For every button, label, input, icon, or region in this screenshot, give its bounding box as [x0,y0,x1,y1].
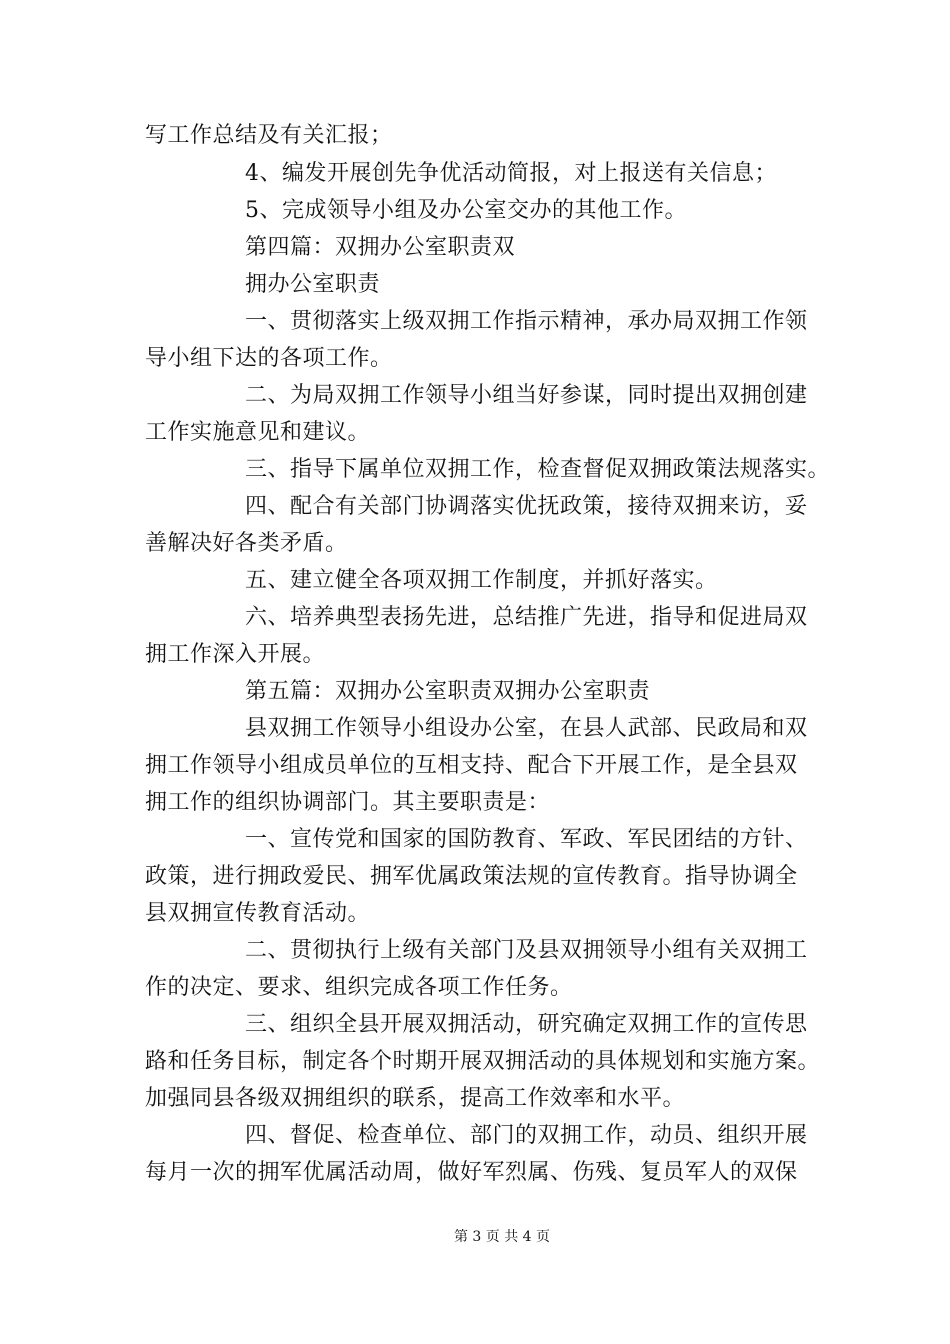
text-line: 4、编发开展创先争优活动简报，对上报送有关信息； [245,161,777,186]
text-line: 5、完成领导小组及办公室交办的其他工作。 [245,198,687,223]
text-line: 一、贯彻落实上级双拥工作指示精神，承办局双拥工作领 [245,309,808,334]
text-line: 工作实施意见和建议。 [145,420,371,445]
section-heading: 第五篇：双拥办公室职责双拥办公室职责 [245,679,651,704]
text-line: 善解决好各类矛盾。 [145,531,348,556]
text-line: 五、建立健全各项双拥工作制度，并抓好落实。 [245,568,718,593]
text-line: 三、组织全县开展双拥活动，研究确定双拥工作的宣传思 [245,1012,808,1037]
text-line: 拥工作领导小组成员单位的互相支持、配合下开展工作，是全县双 [145,753,798,778]
text-line: 拥工作的组织协调部门。其主要职责是： [145,790,551,815]
text-line: 四、督促、检查单位、部门的双拥工作，动员、组织开展 [245,1123,808,1148]
text-line: 写工作总结及有关汇报； [145,123,393,148]
text-line: 二、为局双拥工作领导小组当好参谋，同时提出双拥创建 [245,383,808,408]
text-line: 每月一次的拥军优属活动周，做好军烈属、伤残、复员军人的双保 [145,1160,798,1185]
text-line: 二、贯彻执行上级有关部门及县双拥领导小组有关双拥工 [245,938,808,963]
section-heading: 第四篇：双拥办公室职责双 [245,235,516,260]
page-number: 第 3 页 共 4 页 [453,1229,551,1245]
text-line: 政策，进行拥政爱民、拥军优属政策法规的宣传教育。指导协调全 [145,864,798,889]
text-line: 导小组下达的各项工作。 [145,346,393,371]
text-line: 四、配合有关部门协调落实优抚政策，接待双拥来访，妥 [245,494,808,519]
text-line: 六、培养典型表扬先进，总结推广先进，指导和促进局双 [245,605,808,630]
text-line: 三、指导下属单位双拥工作，检查督促双拥政策法规落实。 [245,457,831,482]
text-line: 作的决定、要求、组织完成各项工作任务。 [145,975,573,1000]
text-line: 路和任务目标，制定各个时期开展双拥活动的具体规划和实施方案。 [145,1049,821,1074]
text-line: 加强同县各级双拥组织的联系，提高工作效率和水平。 [145,1086,686,1111]
section-heading: 拥办公室职责 [245,272,381,297]
text-line: 一、宣传党和国家的国防教育、军政、军民团结的方针、 [245,827,808,852]
text-line: 县双拥工作领导小组设办公室，在县人武部、民政局和双 [245,716,808,741]
text-line: 拥工作深入开展。 [145,642,326,667]
text-line: 县双拥宣传教育活动。 [145,901,371,926]
